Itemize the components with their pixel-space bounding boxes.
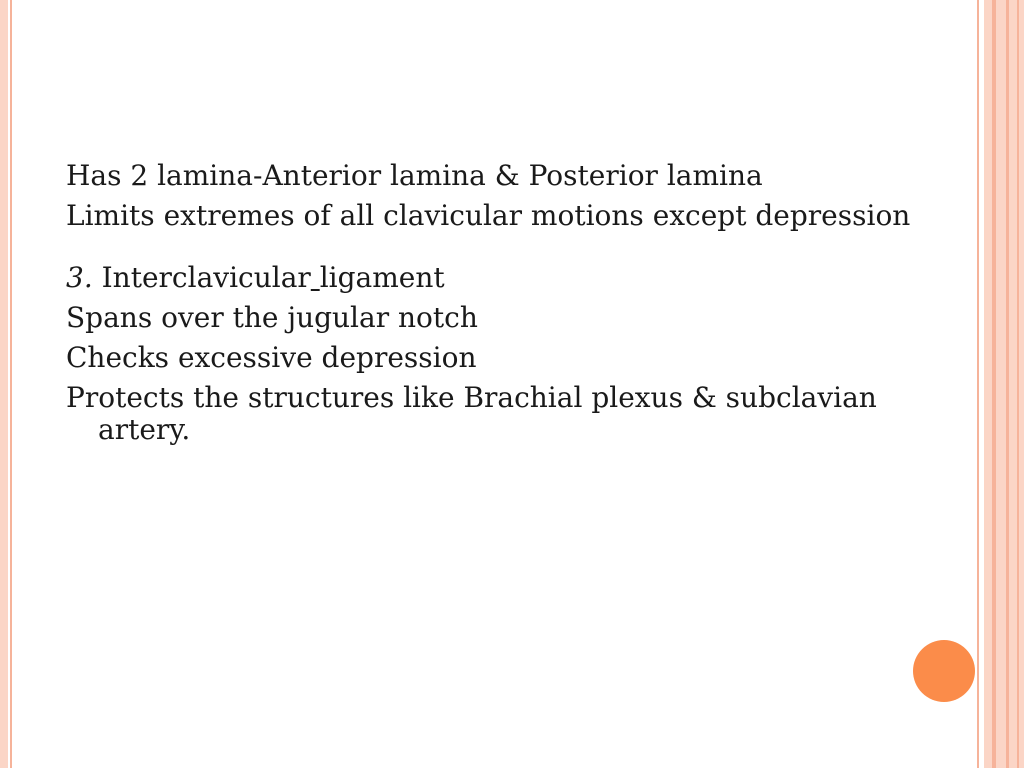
section-heading <box>66 262 946 294</box>
left-border-line <box>10 0 12 768</box>
right-border-stripe <box>1006 0 1009 768</box>
body-line: Spans over the jugular notch <box>66 301 478 334</box>
section-title-underline <box>311 261 320 294</box>
section-title-part: ligament <box>319 261 445 294</box>
orange-circle-icon <box>913 640 975 702</box>
right-border-line <box>977 0 979 768</box>
body-line: Protects the structures like Brachial plexus & subclavian artery. <box>66 381 877 446</box>
right-border-stripe <box>1017 0 1019 768</box>
body-line: Limits extremes of all clavicular motions except depression <box>66 199 911 232</box>
section-number: 3. <box>66 261 93 294</box>
slide-body <box>66 160 946 454</box>
body-line: Has 2 lamina-Anterior lamina & Posterior lamina <box>66 159 763 192</box>
right-border-stripe <box>992 0 996 768</box>
body-line: Checks excessive depression <box>66 341 477 374</box>
left-border-band <box>0 0 8 768</box>
section-title-part: Interclavicular <box>101 261 311 294</box>
